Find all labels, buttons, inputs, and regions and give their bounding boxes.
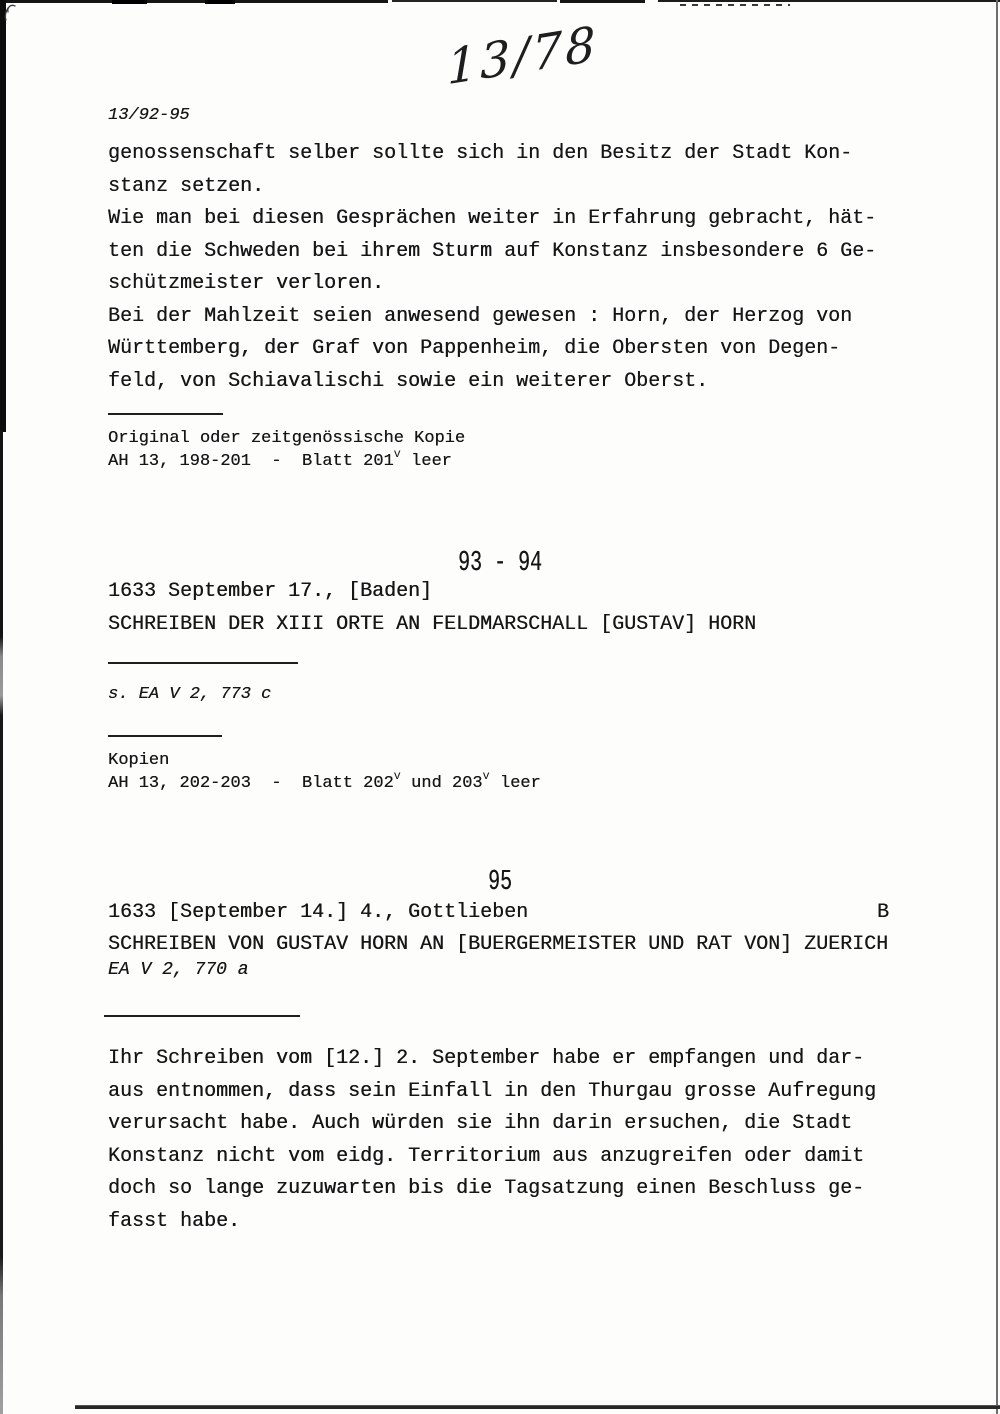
reference-text: leer <box>400 452 452 471</box>
entry-dateline: 1633 September 17., [Baden] <box>108 580 433 603</box>
entry-95-reference: EA V 2, 770 a <box>108 960 249 980</box>
text-line: Wie man bei diesen Gesprächen weiter in Erfahrung gebracht, hät- <box>108 207 877 230</box>
separator-rule <box>108 413 223 415</box>
scan-top-edge-dots <box>680 4 790 6</box>
reference-text: AH 13, 198-201 - Blatt 201 <box>108 452 394 471</box>
text-line: genossenschaft selber sollte sich in den Besitz der Stadt Kon- <box>108 142 853 165</box>
entry-dateline: 1633 [September 14.] 4., Gottlieben <box>108 901 529 924</box>
squiggle-icon <box>2 3 18 25</box>
entry-93-94-head <box>108 575 756 641</box>
text-line: Konstanz nicht vom eidg. Territorium aus anzugreifen oder damit <box>108 1144 865 1168</box>
text-line: Ihr Schreiben vom [12.] 2. September habe er empfangen und dar- <box>108 1047 865 1070</box>
reference-text: AH 13, 202-203 - Blatt 202 <box>108 774 394 793</box>
text-line: ten die Schweden bei ihrem Sturm auf Konstanz insbesondere 6 Ge- <box>108 239 877 263</box>
text-line: aus entnommen, dass sein Einfall in den Thurgau grosse Aufregung <box>108 1079 877 1103</box>
scan-corner-mark <box>2 3 18 30</box>
entry-title: SCHREIBEN VON GUSTAV HORN AN [BUERGERMEISTER UND RAT VON] ZUERICH <box>108 933 889 956</box>
scan-top-edge-blob <box>112 0 147 4</box>
scan-top-edge-blob <box>205 0 235 4</box>
scan-top-edge-segment <box>560 0 645 3</box>
source-note-heading: Original oder zeitgenössische Kopie <box>108 429 466 448</box>
see-reference: s. EA V 2, 773 c <box>108 685 272 704</box>
text-line: fasst habe. <box>108 1209 241 1233</box>
source-note-copies <box>108 749 541 796</box>
text-line: feld, von Schiavalischi sowie ein weiterer Oberst. <box>108 369 709 393</box>
separator-rule <box>108 662 298 664</box>
page-reference: 13/92-95 <box>108 106 190 125</box>
reference-text: leer <box>489 774 541 793</box>
entry-95-head <box>108 897 888 961</box>
separator-rule <box>108 735 222 737</box>
scan-top-edge-segment <box>658 0 1000 2</box>
text-line: Bei der Mahlzeit seien anwesend gewesen : Horn, der Herzog von <box>108 304 853 328</box>
scan-top-edge-segment <box>392 0 557 2</box>
scan-left-edge-bar <box>0 0 6 432</box>
scan-top-edge-segment <box>0 0 388 3</box>
copies-reference <box>108 769 541 796</box>
text-line: Württemberg, der Graf von Pappenheim, die Obersten von Degen- <box>108 337 841 360</box>
copies-label: Kopien <box>108 751 170 770</box>
superscript-verso: v <box>393 447 401 461</box>
text-line: doch so lange zuzuwarten bis die Tagsatzung einen Beschluss ge- <box>108 1177 865 1200</box>
scan-bottom-edge-line <box>75 1405 1000 1409</box>
handwritten-folio-number: 13/78 <box>446 15 599 97</box>
superscript-verso: v <box>482 769 490 783</box>
text-line: schützmeister verloren. <box>108 272 385 295</box>
text-line: stanz setzen. <box>108 174 265 198</box>
text-line: verursacht habe. Auch würden sie ihn darin ersuchen, die Stadt <box>108 1112 853 1135</box>
regest-paragraph-1 <box>108 138 876 398</box>
regest-paragraph-2 <box>108 1043 876 1238</box>
superscript-verso: v <box>393 769 401 783</box>
separator-rule <box>104 1015 300 1017</box>
reference-text: und 203 <box>400 774 483 793</box>
marginal-letter: B <box>877 901 890 924</box>
entry-number-95: 95 <box>487 866 512 900</box>
source-note-original <box>108 427 465 474</box>
source-note-reference <box>108 447 465 474</box>
scan-right-edge-line <box>996 0 998 1414</box>
entry-title: SCHREIBEN DER XIII ORTE AN FELDMARSCHALL [GUSTAV] HORN <box>108 613 757 636</box>
entry-number-93-94: 93 - 94 <box>457 547 542 581</box>
